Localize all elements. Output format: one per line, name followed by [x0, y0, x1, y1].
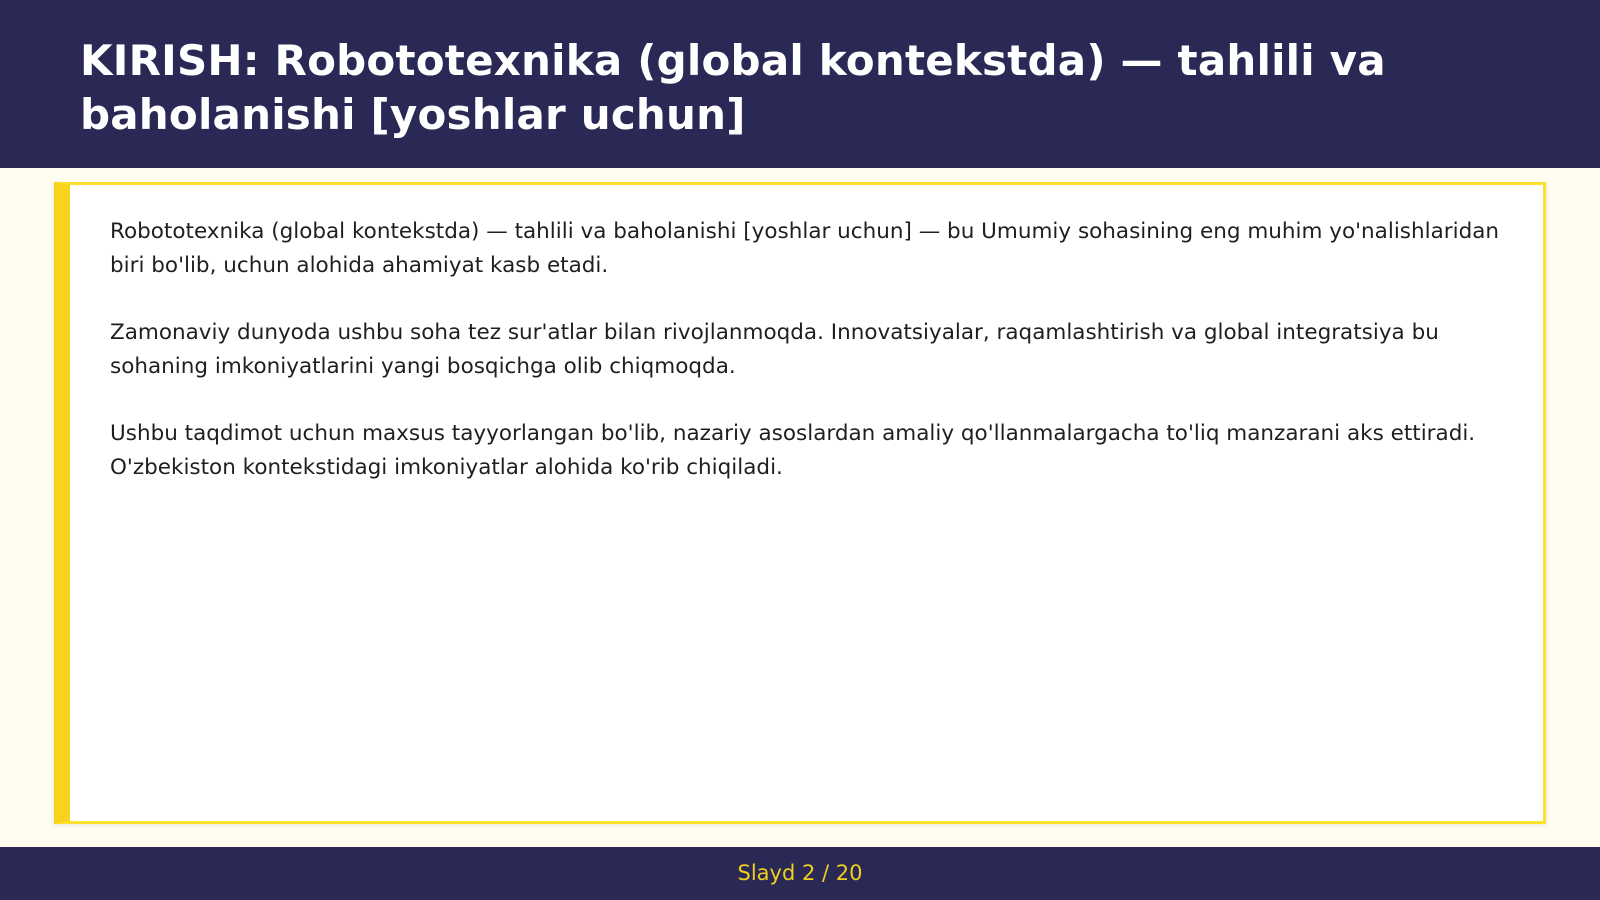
development-paragraph: Zamonaviy dunyoda ushbu soha tez sur'atlar bilan rivojlanmoqda. Innovatsiyalar, raqamlashtirish va global integratsiya bu sohaning imkoniyatlarini yangi bosqichga olib chiqmoqda. — [110, 320, 1439, 379]
presentation-purpose-paragraph: Ushbu taqdimot uchun maxsus tayyorlangan bo'lib, nazariy asoslardan amaliy qo'llanmalargacha to'liq manzarani aks ettiradi. O'zbekiston kontekstidagi imkoniyatlar alohida ko'rib chiqiladi. — [110, 421, 1476, 480]
content-paragraphs — [110, 215, 1500, 518]
content-card — [54, 182, 1546, 824]
intro-paragraph: Robototexnika (global kontekstda) — tahlili va baholanishi [yoshlar uchun] — bu Umumiy sohasining eng muhim yo'nalishlaridan biri bo'lib, uchun alohida ahamiyat kasb etadi. — [110, 219, 1500, 278]
slide-title: KIRISH: Robototexnika (global kontekstda) — tahlili va baholanishi [yoshlar uchun] — [80, 36, 1386, 139]
slide-header — [0, 0, 1600, 168]
slide-footer — [0, 847, 1600, 900]
slide-counter: Slayd 2 / 20 — [737, 861, 863, 885]
